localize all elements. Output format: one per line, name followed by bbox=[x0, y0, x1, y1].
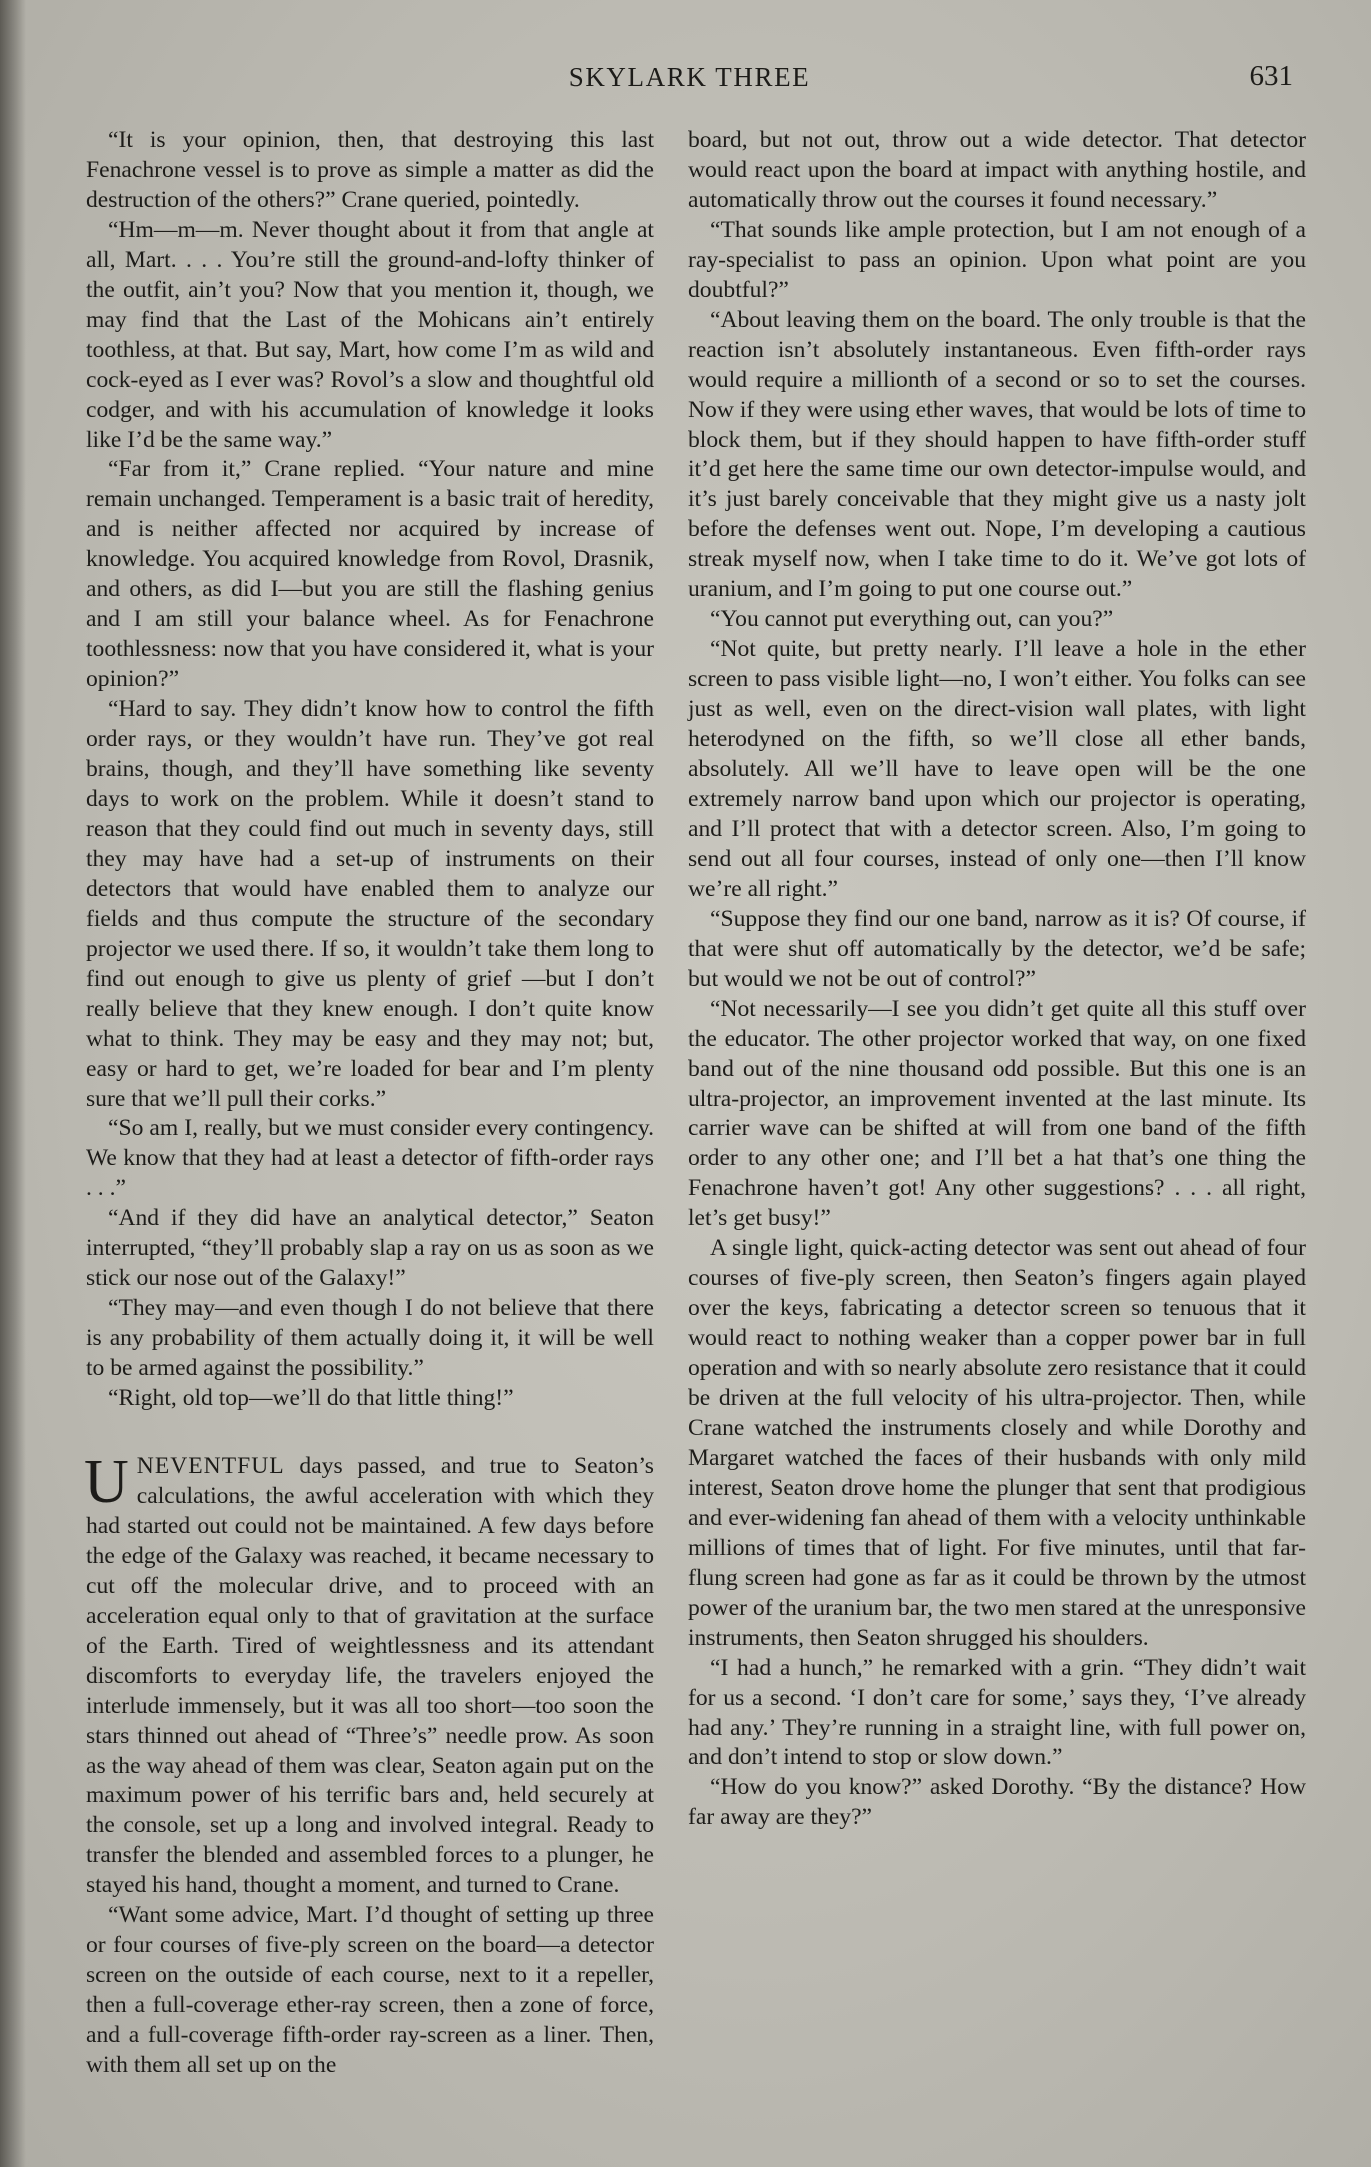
paragraph: “Far from it,” Crane replied. “Your nature and mine remain unchanged. Temperament is a basic trait of heredity, and is neither affected nor acquired by increase of knowledge. You acquired knowledge from Rovol, Drasnik, and others, as did I—but you are still the flashing genius and I am still your balance wheel. As for Fenachrone toothlessness: now that you have considered it, what is your opinion?” bbox=[86, 456, 654, 693]
paragraph: “And if they did have an analytical detector,” Seaton interrupted, “they’ll probably slap a ray on us as soon as we stick our nose out of the Galaxy!” bbox=[86, 1205, 654, 1292]
paragraph: “You cannot put everything out, can you?” bbox=[710, 606, 1114, 633]
paragraph: “Right, old top—we’ll do that little thing!” bbox=[108, 1385, 514, 1412]
paragraph-text: days passed, and true to Seaton’s calculations, the awful acceleration with which they had started out could not be maintained. A few days before the edge of the Galaxy was reached, it became necessary to cut off the molecular drive, and to proceed with an acceleration equal only to that of gravitation at the surface of the Earth. Tired of weightlessness and its attendant discomforts to everyday life, the travelers enjoyed the interlude immensely, but it was all too short—too soon the stars thinned out ahead of “Three’s” needle prow. As soon as the way ahead of them was clear, Seaton again put on the maximum power of his terrific bars and, held securely at the console, set up a long and involved integral. Ready to transfer the blended and assembled forces to a plunger, he stayed his hand, thought a moment, and turned to Crane. bbox=[86, 1452, 654, 1899]
paragraph: “I had a hunch,” he remarked with a grin. “They didn’t wait for us a second. ‘I don’t care for some,’ says they, ‘I’ve already had any.’ They’re running in a straight line, with full power on, and don’t intend to stop or slow down.” bbox=[688, 1654, 1306, 1771]
paragraph: “That sounds like ample protection, but I am not enough of a ray-specialist to pass an opinion. Upon what point are you doubtful?” bbox=[688, 216, 1306, 303]
paragraph: “How do you know?” asked Dorothy. “By the distance? How far away are they?” bbox=[688, 1774, 1306, 1831]
paragraph: “Want some advice, Mart. I’d thought of setting up three or four courses of five-ply screen on the board—a detector screen on the outside of each course, next to it a repeller, then a full-coverage ether-ray screen, then a zone of force, and a full-coverage fifth-order ray-screen as a liner. Then, with them all set up on the bbox=[86, 1902, 654, 2079]
paragraph: “About leaving them on the board. The only trouble is that the reaction isn’t absolutely instantaneous. Even fifth-order rays would require a millionth of a second or so to set the courses. Now if they were using ether waves, that would be lots of time to block them, but if they should happen to have fifth-order stuff it’d get here the same time our own detector-impulse would, and it’s just barely conceivable that they might give us a nasty jolt before the defenses went out. Nope, I’m developing a cautious streak myself now, when I take time to do it. We’ve got lots of uranium, and I’m going to put one course out.” bbox=[688, 306, 1306, 603]
paragraph: “Hm—m—m. Never thought about it from that angle at all, Mart. . . . You’re still the ground-and-lofty thinker of the outfit, ain’t you? Now that you mention it, though, we may find that the Last of the Mohicans ain’t entirely toothless, at that. But say, Mart, how come I’m as wild and cock-eyed as I ever was? Rovol’s a slow and thoughtful old codger, and with his accumulation of knowledge it looks like I’d be the same way.” bbox=[86, 216, 654, 453]
section-opening-paragraph bbox=[84, 1447, 654, 1901]
binding-shadow bbox=[0, 0, 26, 2167]
paragraph: “Hard to say. They didn’t know how to control the fifth order rays, or they wouldn’t have run. They’ve got real brains, though, and they’ll have something like seventy days to work on the problem. While it doesn’t stand to reason that they could find out much in seventy days, still they may have had a set-up of instruments on their detectors that would have enabled them to analyze our fields and thus compute the structure of the secondary projector we used there. If so, it wouldn’t take them long to find out enough to give us plenty of grief —but I don’t really believe that they knew enough. I don’t quite know what to think. They may be easy and they may not; but, easy or hard to get, we’re loaded for bear and I’m plenty sure that we’ll pull their corks.” bbox=[86, 696, 654, 1112]
paragraph: A single light, quick-acting detector was sent out ahead of four courses of five-ply screen, then Seaton’s fingers again played over the keys, fabricating a detector screen so tenuous that it would react to nothing weaker than a copper power bar in full operation and with so nearly absolute zero resistance that it could be driven at the full velocity of his ultra-projector. Then, while Crane watched the instruments closely and while Dorothy and Margaret watched the faces of their husbands with only mild interest, Seaton drove home the plunger that sent that prodigious and ever-widening fan ahead of them with a velocity unthinkable millions of times that of light. For five minutes, until that far-flung screen had gone as far as it could be thrown by the utmost power of the uranium bar, the two men stared at the unresponsive instruments, then Seaton shrugged his shoulders. bbox=[688, 1235, 1306, 1651]
left-column bbox=[86, 126, 654, 2081]
right-column bbox=[688, 126, 1306, 1833]
continued-paragraph: board, but not out, throw out a wide detector. That detector would react upon the board at impact with anything hostile, and automatically throw out the courses it found necessary.” bbox=[688, 127, 1306, 213]
page-number: 631 bbox=[1249, 60, 1293, 92]
paragraph: “Not quite, but pretty nearly. I’ll leave a hole in the ether screen to pass visible light—no, I won’t either. You folks can see just as well, even on the direct-vision wall plates, with light heterodyned on the fifth, so we’ll close all ether bands, absolutely. All we’ll have to leave open will be the one extremely narrow band upon which our projector is operating, and I’ll protect that with a detector screen. Also, I’m going to send out all four courses, instead of only one—then I’ll know we’re all right.” bbox=[688, 636, 1306, 902]
paragraph: “Not necessarily—I see you didn’t get quite all this stuff over the educator. The other projector worked that way, on one fixed band out of the nine thousand odd possible. But this one is an ultra-projector, an improvement invented at the last minute. Its carrier wave can be shifted at will from one band of the fifth order to any other one; and I’ll bet a hat that’s one thing the Fenachrone haven’t got! Any other suggestions? . . . all right, let’s get busy!” bbox=[688, 995, 1306, 1232]
running-title: SKYLARK THREE bbox=[568, 62, 811, 92]
drop-cap: U bbox=[84, 1447, 129, 1516]
paragraph: “They may—and even though I do not believe that there is any probability of them actually doing it, it will be well to be armed against the possibility.” bbox=[86, 1295, 654, 1382]
lead-in-word: NEVENTFUL bbox=[136, 1452, 285, 1479]
paragraph: “So am I, really, but we must consider every contingency. We know that they had at least a detector of fifth-order rays . . .” bbox=[86, 1115, 654, 1202]
paragraph: “Suppose they find our one band, narrow as it is? Of course, if that were shut off automatically by the detector, we’d be safe; but would we not be out of control?” bbox=[688, 905, 1306, 992]
paragraph: “It is your opinion, then, that destroying this last Fenachrone vessel is to prove as simple a matter as did the destruction of the others?” Crane queried, pointedly. bbox=[86, 127, 654, 213]
running-head bbox=[86, 62, 1293, 102]
